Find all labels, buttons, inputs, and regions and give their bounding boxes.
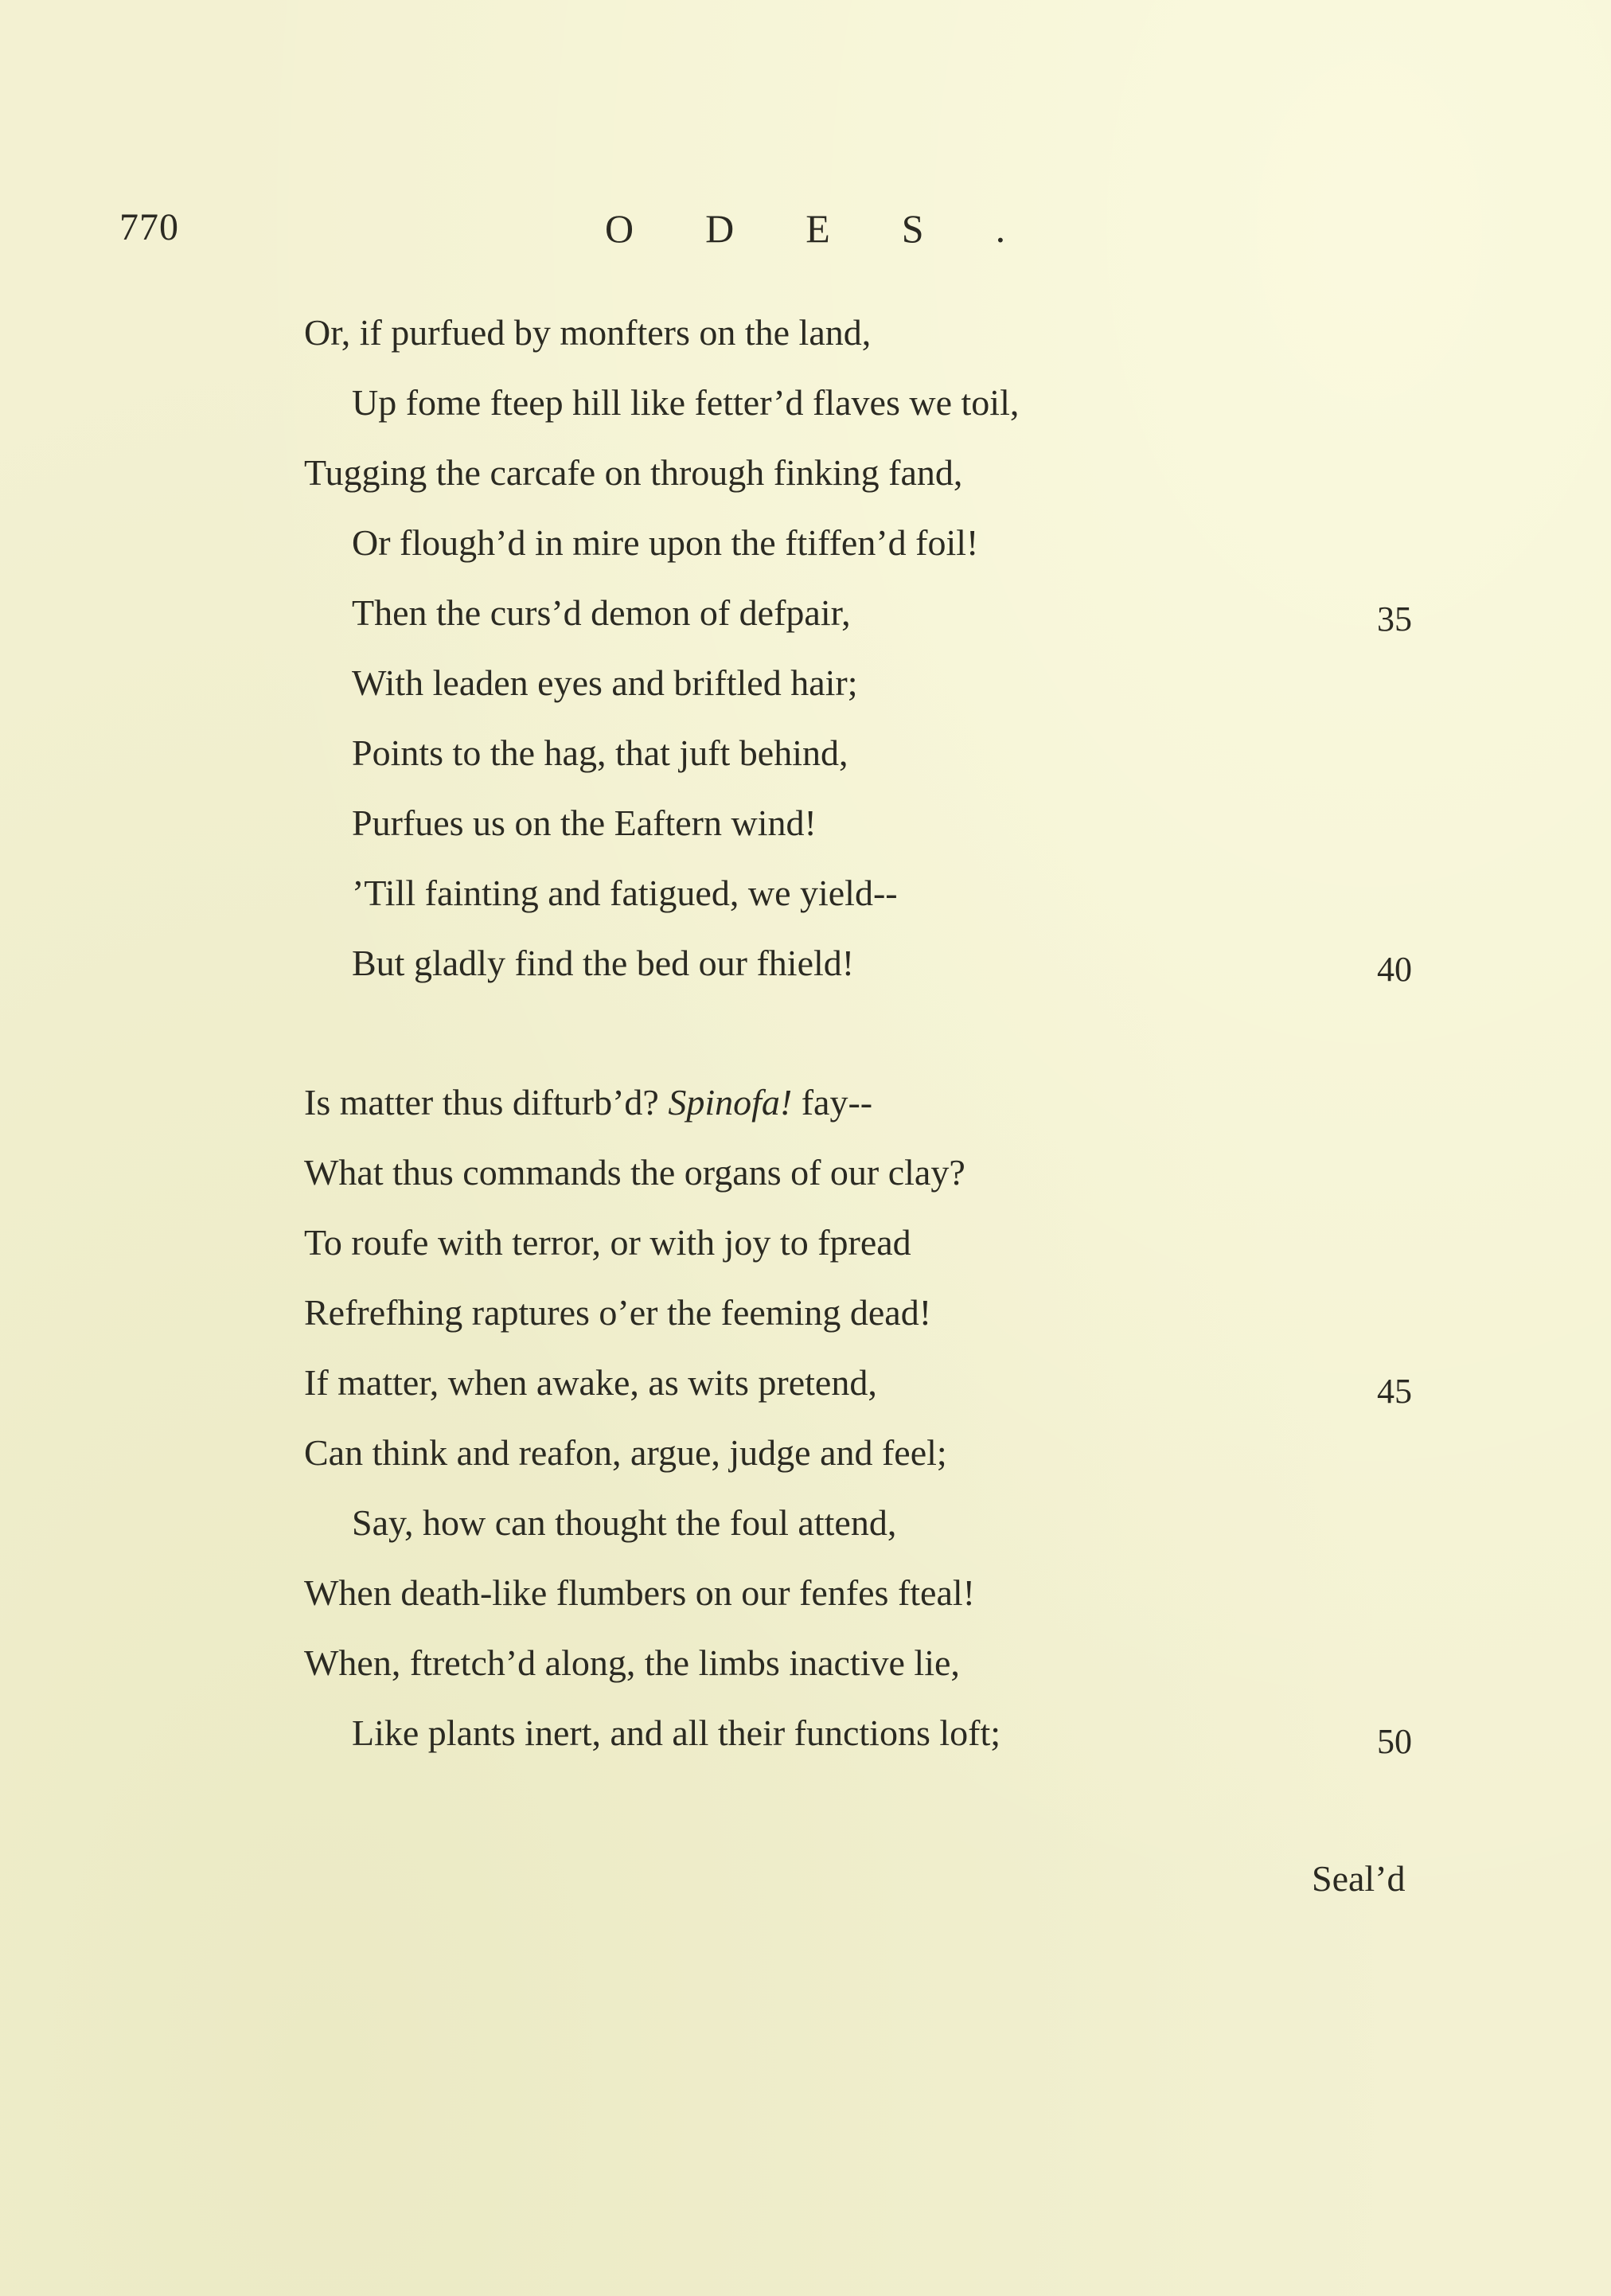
verse-line: Or flough’d in mire upon the ftiffen’d foil! — [352, 522, 979, 563]
verse-line: What thus commands the organs of our clay? — [304, 1152, 965, 1193]
verse-line: Purfues us on the Eaftern wind! — [352, 802, 817, 843]
verse-line: Tugging the carcafe on through finking fand, — [304, 452, 963, 493]
verse-line: Refrefhing raptures o’er the feeming dead! — [304, 1292, 932, 1333]
verse-line: When, ftretch’d along, the limbs inactive lie, — [304, 1642, 960, 1683]
verse-line: To roufe with terror, or with joy to fpread — [304, 1222, 911, 1263]
verse-line: Say, how can thought the foul attend, — [352, 1502, 897, 1543]
running-head: ODES. — [605, 206, 1078, 251]
line-number: 40 — [1377, 950, 1412, 989]
verse-line: Or, if purfued by monfters on the land, — [304, 312, 872, 353]
italic-name: Spinofa! — [668, 1082, 793, 1123]
verse-line: But gladly find the bed our fhield! — [352, 943, 855, 983]
verse-line: When death-like flumbers on our fenfes fteal! — [304, 1572, 975, 1613]
line-number: 45 — [1377, 1372, 1412, 1411]
line-number: 35 — [1377, 599, 1412, 638]
verse-line: If matter, when awake, as wits pretend, — [304, 1362, 877, 1403]
verse-line: Up fome fteep hill like fetter’d flaves we toil, — [352, 382, 1020, 423]
verse-line — [304, 1084, 872, 1121]
verse-text: Is matter thus difturb’d? — [304, 1082, 669, 1123]
verse-line: Can think and reafon, argue, judge and feel; — [304, 1432, 947, 1473]
line-number: 50 — [1377, 1722, 1412, 1761]
verse-line: Points to the hag, that juft behind, — [352, 732, 848, 773]
catchword: Seal’d — [1312, 1858, 1406, 1899]
page-number: 770 — [119, 206, 179, 248]
verse-line: Like plants inert, and all their functions loft; — [352, 1712, 1001, 1753]
verse-line: Then the curs’d demon of defpair, — [352, 592, 851, 633]
verse-line: ’Till fainting and fatigued, we yield-- — [352, 873, 898, 913]
verse-text: fay-- — [792, 1082, 873, 1123]
verse-line: With leaden eyes and briftled hair; — [352, 662, 858, 703]
